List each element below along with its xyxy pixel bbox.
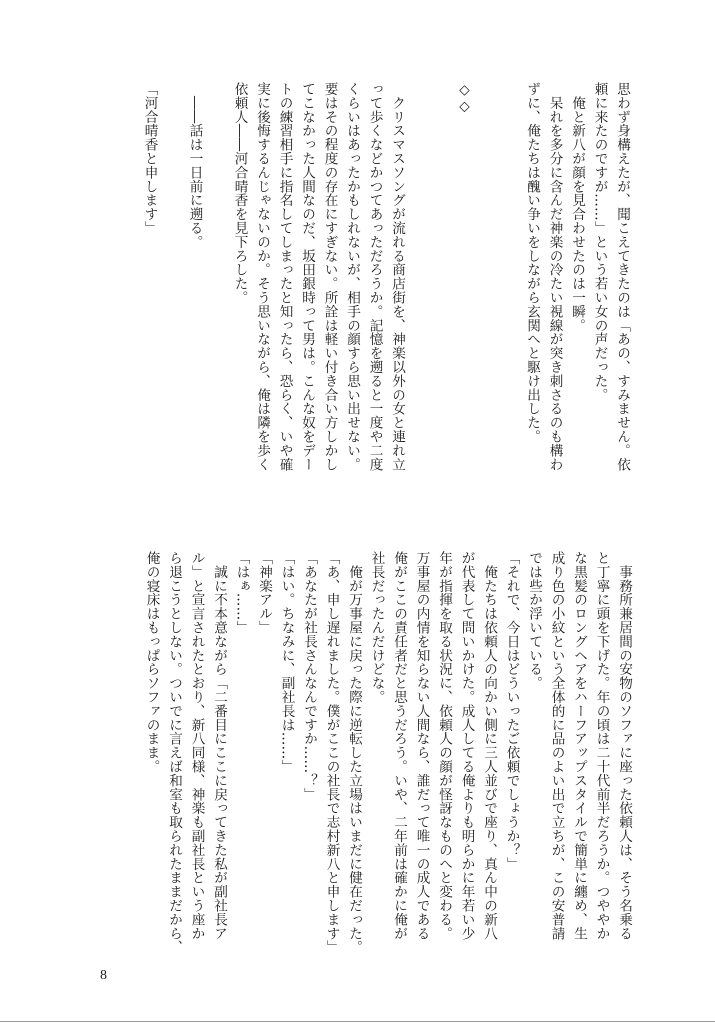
text-line: 依頼人――河合晴香を見下ろした。 (231, 82, 248, 305)
text-line: 誠に不本意ながら「二番目にここに戻ってきた私が副社長ア (211, 551, 227, 941)
bottom-rule (0, 1021, 715, 1022)
text-line: 「はぁ……」 (233, 551, 250, 635)
text-line: と丁寧に頭を下げた。年の頃は二十代前半だろうか。つややか (593, 551, 610, 941)
text-line: ◇◇ (456, 82, 473, 115)
text-line: 成り色の小紋という全体的に品のよい出で立ちが、この安普請 (548, 551, 565, 941)
text-line: 万事屋の内情を知らない人間なら、誰だって唯一の成人である (413, 551, 430, 941)
text-line: クリスマスソングが流れる商店街を、神楽以外の女と連れ立 (389, 82, 405, 472)
text-line (498, 82, 521, 512)
lower-text-block (140, 551, 635, 955)
text-line: 「河合晴香と申します」 (141, 82, 158, 235)
text-line (206, 82, 229, 512)
page-number: 8 (100, 968, 107, 983)
text-line: 頼に来たのですが……」という若い女の声だった。 (591, 82, 608, 402)
text-line (408, 82, 431, 512)
text-line: が代表して問いかけた。成人してる俺よりも明らかに年若い少 (458, 551, 475, 941)
text-line: 俺たちは依頼人の向かい側に三人並びで座り、真ん中の新八 (481, 551, 497, 941)
text-line: 社長だったんだけどな。 (368, 551, 385, 704)
text-line: ら退こうとしない。ついでに言えば和室も取られたままだから、 (166, 551, 182, 955)
text-line: 「あなたが社長さんなんですか……？」 (301, 551, 317, 802)
text-line: 俺と新八が顔を見合わせたのは一瞬。 (569, 82, 585, 333)
text-line: 俺がここの責任者だと思うだろう。いや、二年前は確かに俺が (391, 551, 407, 941)
text-line: トの練習相手に指名してしまったと知ったら、恐らく、いや確 (276, 82, 293, 472)
text-line: 「それで、今日はどういったご依頼でしょうか？」 (503, 551, 520, 871)
text-line: 俺の寝床はもっぱらソファのまま。 (143, 551, 160, 774)
text-line (431, 82, 454, 512)
text-line: 「はい。ちなみに、副社長は……」 (278, 551, 295, 774)
text-line: 実に後悔するんじゃないのか。そう思いながら、俺は隣を歩く (254, 82, 270, 472)
text-line (161, 82, 184, 512)
upper-text-block (138, 82, 633, 512)
text-line: 「あ、申し遅れました。僕がここの社長で志村新八と申します」 (323, 551, 340, 955)
text-line: くらいはあったかもしれないが、相手の顔すら思い出せない。 (344, 82, 360, 472)
text-line: 俺が万事屋に戻った際に逆転した立場はいまだに健在だった。 (346, 551, 362, 955)
text-line: ずに、俺たちは醜い争いをしながら玄関へと駆け出した。 (524, 82, 540, 444)
text-line: 要はその程度の存在にすぎない。所詮は軽い付き合い方しかし (321, 82, 338, 472)
text-line: な黒髪のロングヘアをハーフアップスタイルで簡単に纏め、生 (571, 551, 587, 941)
text-line: ル」と宣言されたとおり、新八同様、神楽も副社長という座か (188, 551, 205, 941)
text-line: 年が指揮を取る状況に、依頼人の顔が怪訝なものへと変わる。 (436, 551, 452, 941)
text-line: 呆れを多分に含んだ神楽の冷たい視線が突き刺さるのも構わ (546, 82, 563, 472)
text-line: ――話は一日前に遡る。 (186, 82, 203, 249)
text-line (476, 82, 499, 512)
text-line: 思わず身構えたが、聞こえてきたのは「あの、すみません。依 (614, 82, 630, 472)
text-line: てこなかった人間なのだ、坂田銀時って男は。こんな奴をデー (299, 82, 315, 472)
text-line: って歩くなどかつてあっただろうか。記憶を遡ると一度や二度 (366, 82, 383, 472)
text-line: では些か浮いている。 (526, 551, 542, 690)
text-line: 事務所兼居間の安物のソファに座った依頼人は、そう名乗る (616, 551, 632, 941)
text-line: 「神楽アル」 (256, 551, 272, 635)
